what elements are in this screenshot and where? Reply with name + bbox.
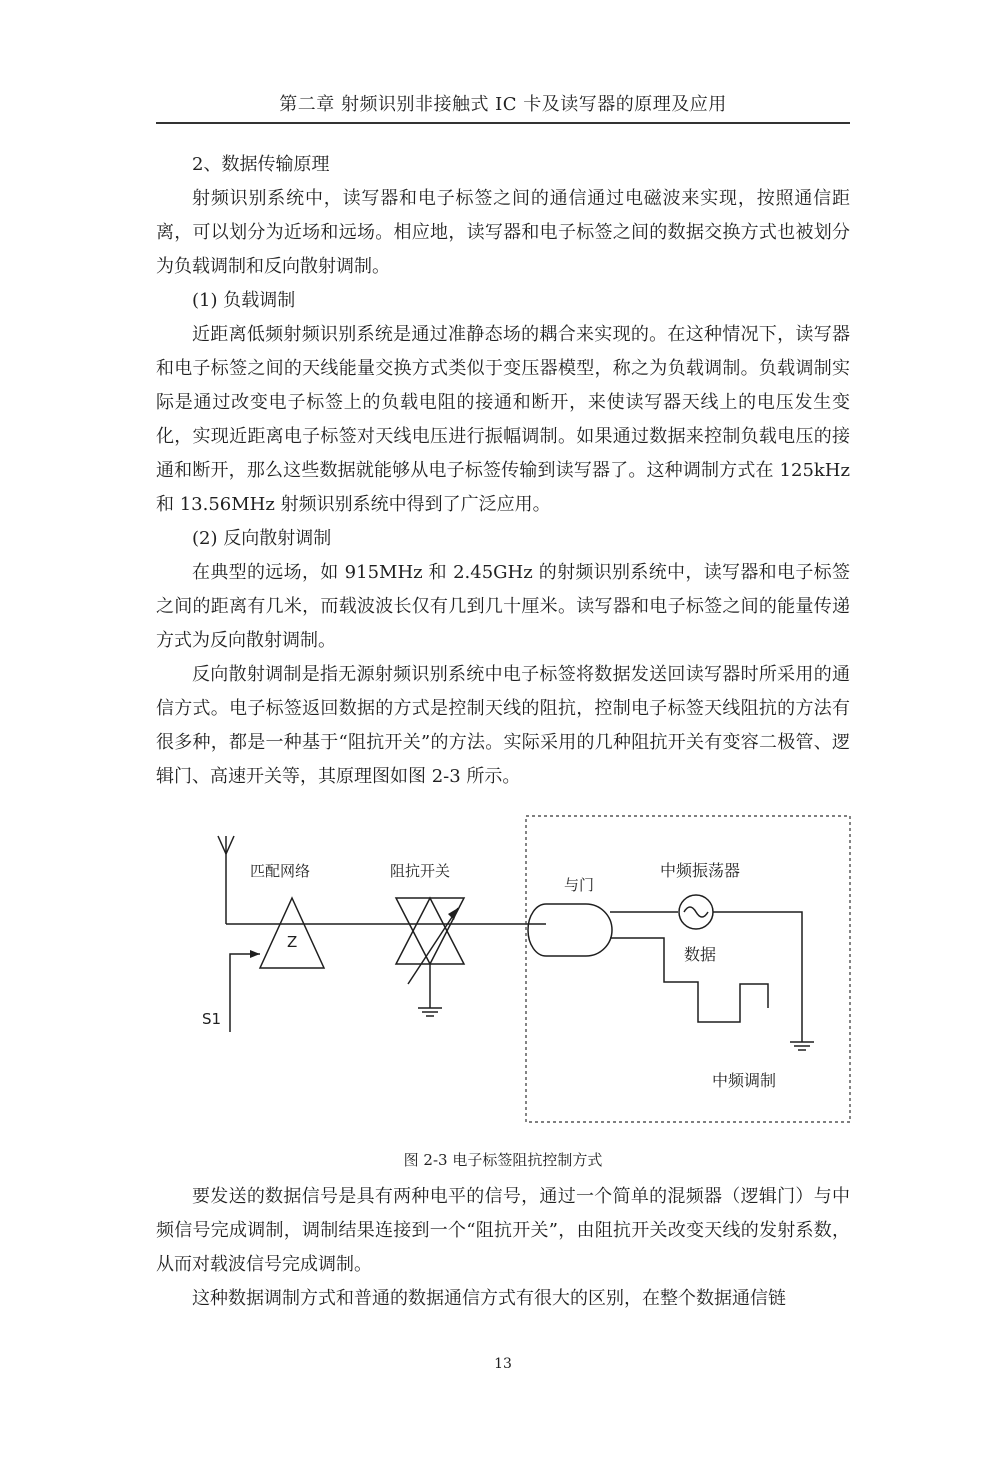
- header-rule: [156, 122, 850, 124]
- subsection-heading-backscatter: (2) 反向散射调制: [192, 528, 332, 549]
- s1-input: [230, 950, 260, 1032]
- backscatter-paragraph-1: 在典型的远场，如 915MHz 和 2.45GHz 的射频识别系统中，读写器和电子标签之间的距离有几米，而载波波长仅有几到几十厘米。读写器和电子标签之间的能量传递方式为反向散射调制。: [156, 562, 850, 651]
- page-number: 13: [494, 1356, 512, 1372]
- data-label: 数据: [684, 945, 717, 964]
- antenna-icon: [218, 836, 234, 924]
- after-figure-paragraph-1: 要发送的数据信号是具有两种电平的信号，通过一个简单的混频器（逻辑门）与中频信号完成调制，调制结果连接到一个“阻抗开关”，由阻抗开关改变天线的发射系数，从而对载波信号完成调制。: [156, 1186, 850, 1275]
- and-gate-symbol: [528, 904, 612, 956]
- impedance-switch-symbol: [396, 898, 464, 1016]
- ground-symbol-right: [790, 1042, 814, 1050]
- and-gate-label: 与门: [564, 876, 595, 894]
- main-text-after-figure: [156, 1180, 850, 1316]
- sine-wave-icon: [684, 907, 708, 917]
- impedance-control-diagram: [190, 812, 860, 1132]
- figure-caption: 图 2-3 电子标签阻抗控制方式: [403, 1151, 603, 1169]
- running-header: 第二章 射频识别非接触式 IC 卡及读写器的原理及应用: [279, 94, 727, 115]
- s1-label: S1: [202, 1010, 222, 1028]
- after-figure-paragraph-2: 这种数据调制方式和普通的数据通信方式有很大的区别，在整个数据通信链: [192, 1288, 786, 1309]
- matching-network-label: 匹配网络: [250, 862, 311, 880]
- load-modulation-paragraph: 近距离低频射频识别系统是通过准静态场的耦合来实现的。在这种情况下，读写器和电子标签之间的天线能量交换方式类似于变压器模型，称之为负载调制。负载调制实际是通过改变电子标签上的负载电阻的接通和断开，来使读写器天线上的电压发生变化，实现近距离电子标签对天线电压进行振幅调制。如果通过数据来控制负载电压的接通和断开，那么这些数据就能够从电子标签传输到读写器了。这种调制方式在 125kHz 和 13.56MHz 射频识别系统中得到了广泛应用。: [156, 324, 850, 515]
- backscatter-paragraph-2: 反向散射调制是指无源射频识别系统中电子标签将数据发送回读写器时所采用的通信方式。电子标签返回数据的方式是控制天线的阻抗，控制电子标签天线阻抗的方法有很多种，都是一种基于“阻抗开关”的方法。实际采用的几种阻抗开关有变容二极管、逻辑门、高速开关等，其原理图如图 2-3 所示。: [156, 664, 850, 787]
- impedance-switch-label: 阻抗开关: [390, 862, 451, 880]
- main-text: [156, 148, 850, 794]
- if-modulation-label: 中频调制: [712, 1071, 777, 1090]
- section-heading: 2、数据传输原理: [192, 154, 330, 175]
- subsection-heading-load-modulation: (1) 负载调制: [192, 290, 296, 311]
- intro-paragraph: 射频识别系统中，读写器和电子标签之间的通信通过电磁波来实现，按照通信距离，可以划分为近场和远场。相应地，读写器和电子标签之间的数据交换方式也被划分为负载调制和反向散射调制。: [156, 188, 850, 277]
- if-oscillator-label: 中频振荡器: [660, 861, 741, 880]
- z-label: Z: [287, 933, 298, 951]
